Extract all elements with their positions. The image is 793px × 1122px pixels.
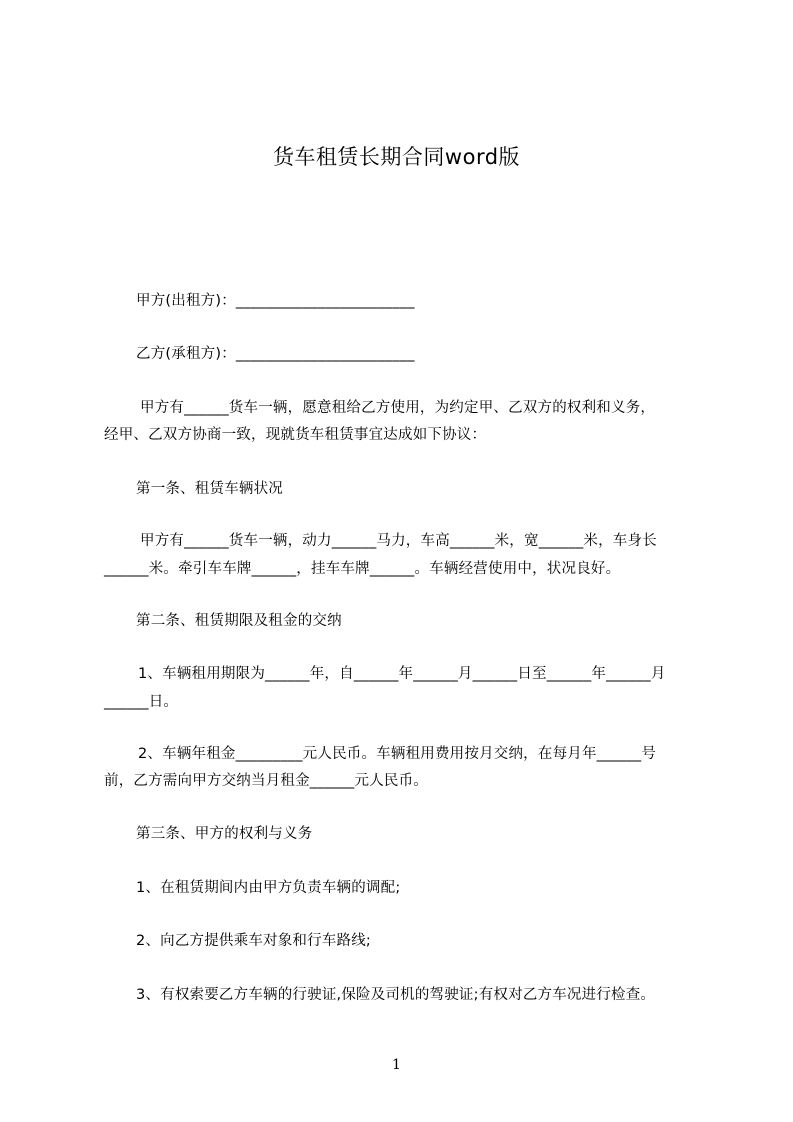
intro-line-2: 经甲、乙双方协商一致，现就货车租赁事宜达成如下协议： (104, 427, 487, 443)
intro-line-1: 甲方有______货车一辆，愿意租给乙方使用，为约定甲、乙双方的权利和义务， (140, 400, 656, 416)
article3-item-3: 3、有权索要乙方车辆的行驶证,保险及司机的驾驶证;有权对乙方车况进行检查。 (136, 987, 656, 1003)
party-b-line: 乙方(承租方)：________________________ (136, 346, 415, 362)
party-a-line: 甲方(出租方)：________________________ (136, 293, 415, 309)
article3-item-2: 2、向乙方提供乘车对象和行车路线; (136, 933, 372, 949)
page-number: 1 (392, 1057, 401, 1073)
article2-item1-line-2: ______日。 (104, 694, 179, 710)
article1-line-1: 甲方有______货车一辆，动力______马力，车高______米，宽______米，车身长 (140, 533, 657, 549)
document-title: 货车租赁长期合同word版 (272, 145, 521, 169)
article1-line-2: ______米。牵引车车牌______，挂车车牌______。车辆经营使用中，状况良好。 (104, 561, 621, 577)
article2-item2-line-1: 2、车辆年租金_________元人民币。车辆租用费用按月交纳，在每月年______号 (138, 746, 657, 762)
article2-item2-line-2: 前，乙方需向甲方交纳当月租金______元人民币。 (104, 773, 428, 789)
article3-item-1: 1、在租赁期间内由甲方负责车辆的调配; (136, 880, 401, 896)
article1-heading: 第一条、租赁车辆状况 (136, 481, 283, 497)
article2-heading: 第二条、租赁期限及租金的交纳 (136, 613, 342, 629)
article2-item1-line-1: 1、车辆租用期限为______年，自______年______月______日至______年______月 (138, 666, 666, 682)
article3-heading: 第三条、甲方的权利与义务 (136, 826, 313, 842)
